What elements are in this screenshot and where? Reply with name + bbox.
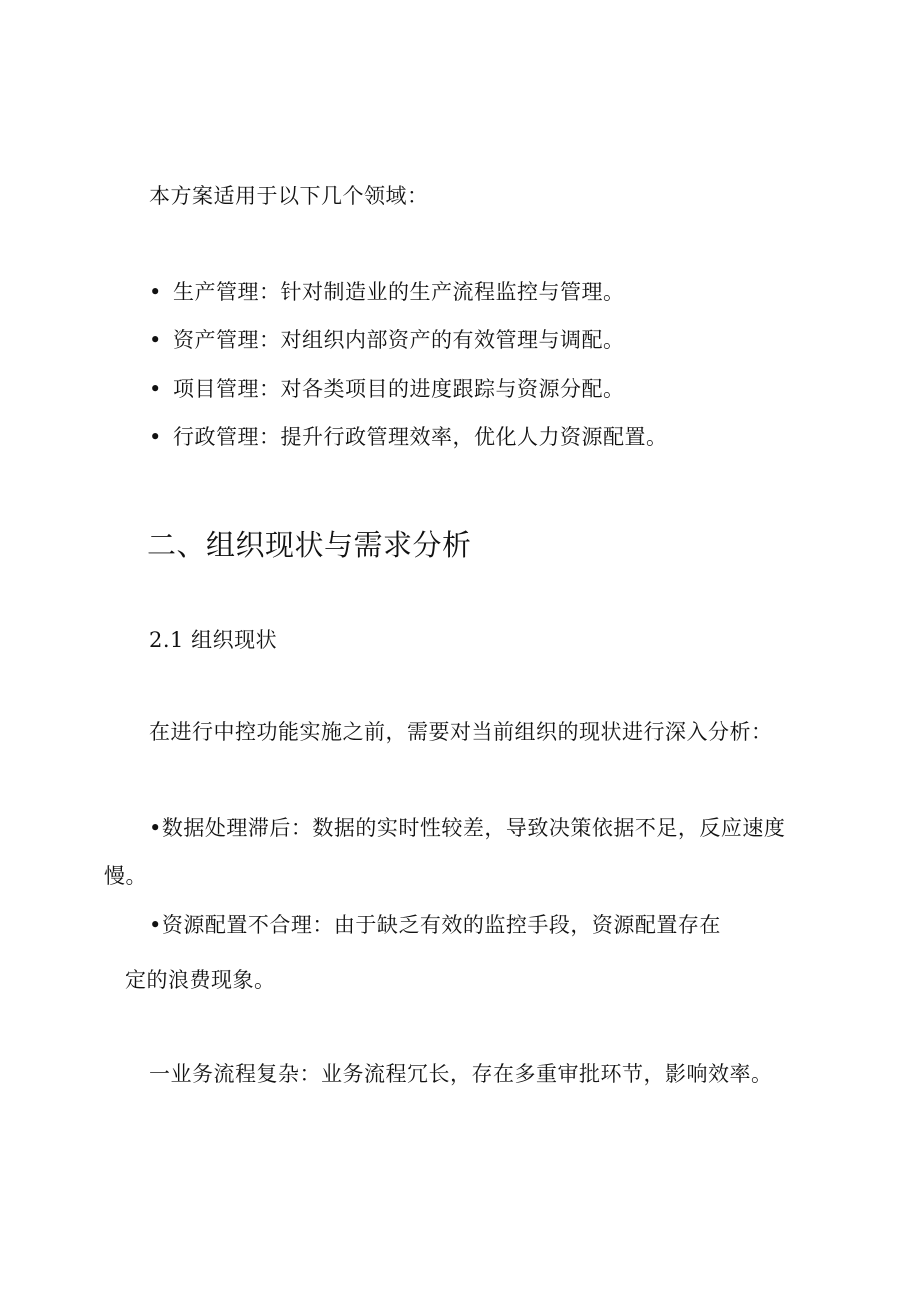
intro-paragraph: 本方案适用于以下几个领域： [149, 184, 429, 208]
list-item-text: 生产管理：针对制造业的生产流程监控与管理。 [173, 280, 625, 304]
analysis-intro-paragraph: 在进行中控功能实施之前，需要对当前组织的现状进行深入分析： [149, 720, 773, 744]
bullet: • [149, 280, 162, 304]
issue-resource-line1: •资源配置不合理：由于缺乏有效的监控手段，资源配置存在 [149, 913, 721, 937]
subsection-heading: 2.1 组织现状 [149, 628, 278, 652]
issue-data-lag-line1: •数据处理滞后：数据的实时性较差，导致决策依据不足，反应速度 [149, 816, 786, 840]
bullet: • [149, 328, 162, 352]
list-item-projects [149, 375, 625, 403]
issue-resource-line2: 定的浪费现象。 [125, 968, 276, 992]
bullet: • [149, 425, 162, 449]
issue-process: 一业务流程复杂：业务流程冗长，存在多重审批环节，影响效率。 [149, 1062, 773, 1086]
list-item-text: 项目管理：对各类项目的进度跟踪与资源分配。 [173, 377, 625, 401]
list-item-assets [149, 326, 625, 354]
list-item-text: 资产管理：对组织内部资产的有效管理与调配。 [173, 328, 625, 352]
list-item-administration [149, 423, 668, 451]
issue-data-lag-line2: 慢。 [104, 864, 147, 888]
list-item-text: 行政管理：提升行政管理效率，优化人力资源配置。 [173, 425, 668, 449]
list-item-production [149, 278, 625, 306]
bullet: • [149, 377, 162, 401]
section-heading: 二、组织现状与需求分析 [147, 528, 472, 562]
